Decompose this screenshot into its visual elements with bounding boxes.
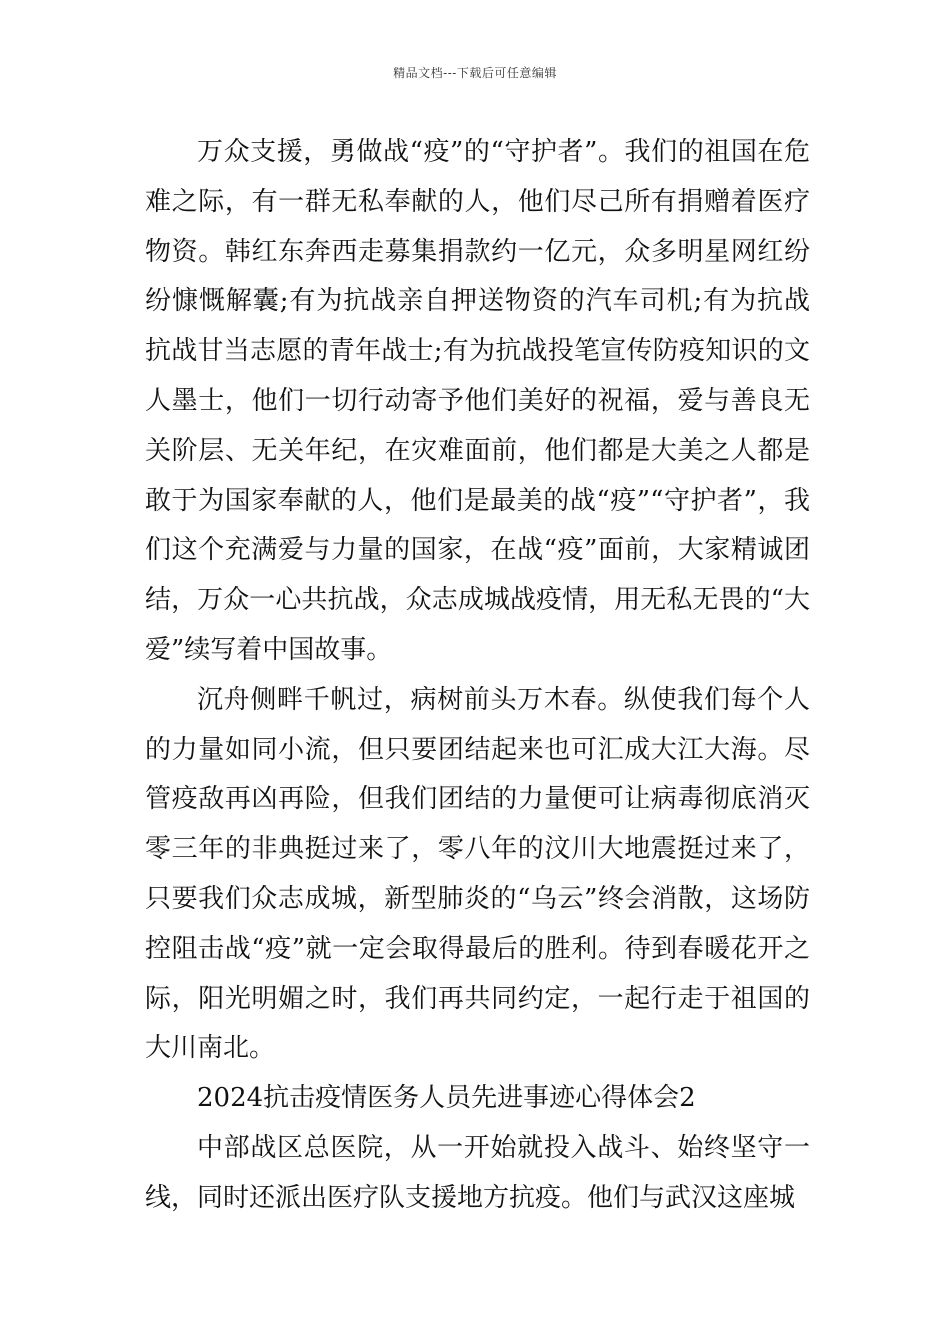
paragraph-support: 万众支援，勇做战“疫”的“守护者”。我们的祖国在危难之际，有一群无私奉献的人，他们尽己所有捐赠着医疗物资。韩红东奔西走募集捐款约一亿元，众多明星网红纷纷慷慨解囊;有为抗战亲自押送物资的汽车司机;有为抗战抗战甘当志愿的青年战士;有为抗战投笔宣传防疫知识的文人墨士，他们一切行动寄予他们美好的祝福，爱与善良无关阶层、无关年纪，在灾难面前，他们都是大美之人都是敢于为国家奉献的人，他们是最美的战“疫”“守护者”，我们这个充满爱与力量的国家，在战“疫”面前，大家精诚团结，万众一心共抗战，众志成城战疫情，用无私无畏的“大爱”续写着中国故事。 [145, 137, 810, 665]
section-heading: 2024抗击疫情医务人员先进事迹心得体会2 [197, 1083, 696, 1114]
document-body [145, 128, 810, 1224]
paragraph-hospital: 中部战区总医院，从一开始就投入战斗、始终坚守一线，同时还派出医疗队支援地方抗疫。他们与武汉这座城 [145, 1132, 810, 1213]
page-header: 精品文档---下载后可任意编辑 [393, 66, 557, 80]
paragraph-unity: 沉舟侧畔千帆过，病树前头万木春。纵使我们每个人的力量如同小流，但只要团结起来也可汇成大江大海。尽管疫敌再凶再险，但我们团结的力量便可让病毒彻底消灭零三年的非典挺过来了，零八年的汶川大地震挺过来了，只要我们众志成城，新型肺炎的“乌云”终会消散，这场防控阻击战“疫”就一定会取得最后的胜利。待到春暖花开之际，阳光明媚之时，我们再共同约定，一起行走于祖国的大川南北。 [145, 684, 810, 1064]
